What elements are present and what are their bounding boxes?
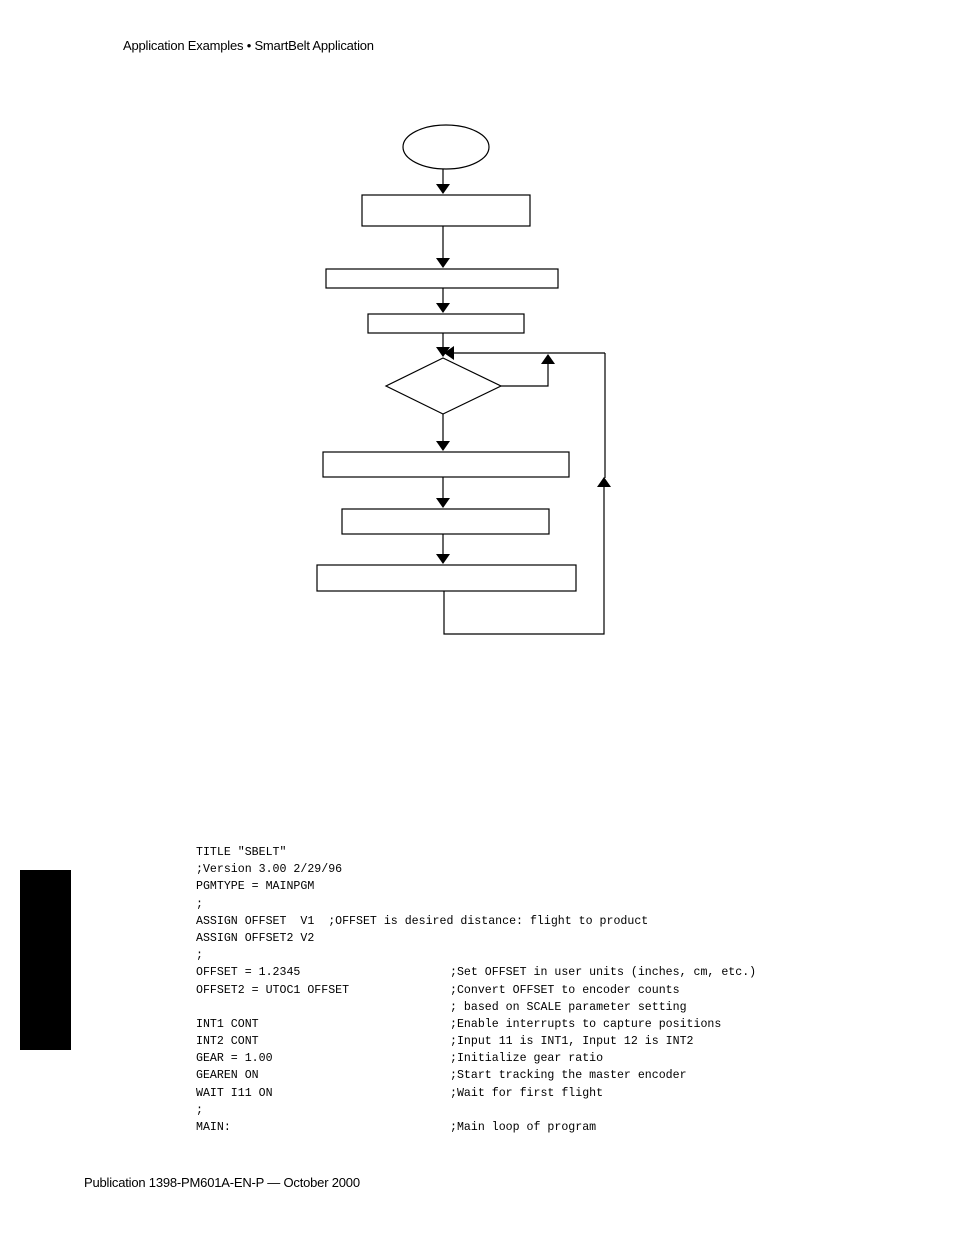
- code-comment: ;Initialize gear ratio: [450, 1052, 604, 1066]
- code-statement: OFFSET2 = UTOC1 OFFSET: [196, 983, 350, 997]
- flow-box-2: [326, 269, 558, 288]
- code-line: [196, 999, 756, 1016]
- section-tab-marker: [20, 870, 71, 1050]
- code-line: [196, 896, 756, 913]
- code-line: [196, 1085, 756, 1102]
- code-line: [196, 947, 756, 964]
- flow-box-3: [368, 314, 524, 333]
- code-comment: ; based on SCALE parameter setting: [450, 1000, 687, 1014]
- code-statement: PGMTYPE = MAINPGM: [196, 880, 315, 894]
- flow-decision-diamond: [386, 358, 501, 414]
- code-statement: GEAR = 1.00: [196, 1052, 273, 1066]
- flow-return-loop-bottom: [444, 478, 604, 634]
- page-header: Application Examples • SmartBelt Application: [123, 38, 374, 53]
- code-line: [196, 982, 756, 999]
- code-line: [196, 1050, 756, 1067]
- code-statement: INT2 CONT: [196, 1035, 259, 1049]
- code-comment: ;Wait for first flight: [450, 1086, 604, 1100]
- code-statement: MAIN:: [196, 1121, 231, 1134]
- code-statement: ASSIGN OFFSET2 V2: [196, 931, 315, 945]
- code-comment: ;Enable interrupts to capture positions: [450, 1017, 722, 1031]
- code-comment: ;Start tracking the master encoder: [450, 1069, 687, 1083]
- flow-box-4: [323, 452, 569, 477]
- code-statement: ;: [196, 1103, 203, 1117]
- flow-box-1: [362, 195, 530, 226]
- code-statement: OFFSET = 1.2345: [196, 966, 301, 980]
- code-line: [196, 861, 756, 878]
- code-comment: ;Main loop of program: [450, 1121, 597, 1134]
- code-statement: ;Version 3.00 2/29/96: [196, 863, 343, 877]
- code-comment: ;Input 11 is INT1, Input 12 is INT2: [450, 1035, 694, 1049]
- code-line: [196, 1102, 756, 1119]
- flow-start-oval: [403, 125, 489, 169]
- code-line: [196, 844, 756, 861]
- code-line: [196, 1016, 756, 1033]
- flow-box-5: [342, 509, 549, 534]
- code-comment: ;Set OFFSET in user units (inches, cm, etc.): [450, 966, 757, 980]
- code-line: [196, 964, 756, 981]
- code-statement: GEAREN ON: [196, 1069, 259, 1083]
- code-statement: ;: [196, 949, 203, 963]
- code-statement: WAIT I11 ON: [196, 1086, 273, 1100]
- flow-decision-loop: [501, 355, 548, 386]
- code-line: [196, 913, 756, 930]
- code-line: [196, 1067, 756, 1084]
- flow-box-6: [317, 565, 576, 591]
- code-listing: [196, 844, 756, 1136]
- code-statement: ASSIGN OFFSET V1 ;OFFSET is desired distance: flight to product: [196, 914, 649, 928]
- code-line: [196, 1119, 756, 1136]
- code-statement: TITLE "SBELT": [196, 846, 287, 859]
- code-statement: ;: [196, 897, 203, 911]
- code-line: [196, 930, 756, 947]
- page-footer: Publication 1398-PM601A-EN-P — October 2000: [84, 1175, 360, 1190]
- code-line: [196, 1033, 756, 1050]
- code-line: [196, 878, 756, 895]
- code-comment: ;Convert OFFSET to encoder counts: [450, 983, 680, 997]
- code-statement: INT1 CONT: [196, 1017, 259, 1031]
